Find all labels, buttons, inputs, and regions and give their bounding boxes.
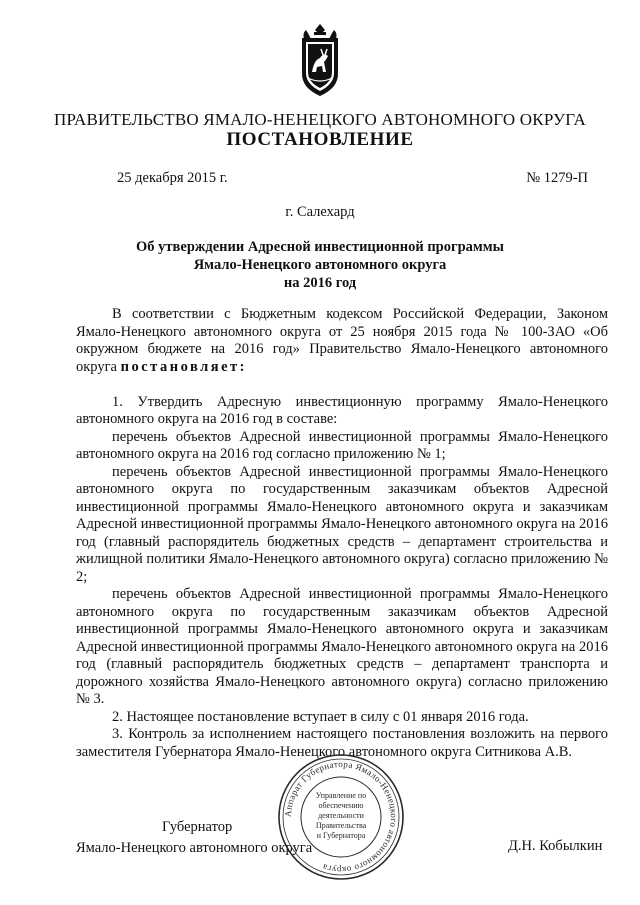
item-1-sub-2-paragraph: перечень объектов Адресной инвестиционной программы Ямало-Ненецкого автономного округа по государственным заказчикам объектов Адресной инвестиционной программы Ямало-Ненецкого автономного округа и заказчикам Адресной инвестиционной программы Ямало-Ненецкого автономного округа на 2016 год (главный распорядитель бюджетных средств – департамент строительства и жилищной политики Ямало-Ненецкого автономного округа) согласно приложению № 2; <box>76 463 608 585</box>
subject-line-2: Ямало-Ненецкого автономного округа <box>193 257 447 273</box>
seal-center-line-4: Правительства <box>315 821 367 830</box>
document-number: № 1279-П <box>526 170 588 186</box>
document-type-title: ПОСТАНОВЛЕНИЕ <box>226 129 414 150</box>
item-1-sub-3-paragraph: перечень объектов Адресной инвестиционной программы Ямало-Ненецкого автономного округа по государственным заказчикам объектов Адресной инвестиционной программы Ямало-Ненецкого автономного округа и заказчикам Адресной инвестиционной программы Ямало-Ненецкого автономного округа на 2016 год (главный распорядитель бюджетных средств – департамент транспорта и дорожного хозяйства Ямало-Ненецкого автономного округа) согласно приложению № 3. <box>76 586 608 707</box>
preamble-paragraph <box>76 306 608 376</box>
item-3-paragraph: 3. Контроль за исполнением настоящего постановления возложить на первого заместителя Губернатора Ямало-Ненецкого автономного округа Ситникова А.В. <box>76 726 608 760</box>
seal-center-line-5: и Губернатора <box>316 831 366 840</box>
resolves-word: постановляет: <box>120 358 247 375</box>
seal-center-line-3: деятельности <box>318 811 364 820</box>
seal-center-line-2: обеспечению <box>318 801 364 810</box>
signatory-name: Д.Н. Кобылкин <box>508 838 603 854</box>
item-1-paragraph: 1. Утвердить Адресную инвестиционную программу Ямало-Ненецкого автономного округа на 2016 год в составе: <box>76 393 608 427</box>
preamble-text: В соответствии с Бюджетным кодексом Российской Федерации, Законом Ямало-Ненецкого автономного округа от 25 ноября 2015 года № 100-ЗАО «Об окружном бюджете на 2016 год» Правительство Ямало-Ненецкого автономного округа <box>76 306 608 375</box>
official-seal-icon <box>276 752 406 882</box>
subject-line-3: на 2016 год <box>283 275 357 291</box>
document-date: 25 декабря 2015 г. <box>117 170 228 186</box>
document-subject <box>0 238 640 292</box>
seal-center-line-1: Управление по <box>315 791 367 800</box>
signatory-organization: Ямало-Ненецкого автономного округа <box>76 840 313 856</box>
item-2-paragraph: 2. Настоящее постановление вступает в силу с 01 января 2016 года. <box>112 708 529 725</box>
item-1-sub-1-paragraph: перечень объектов Адресной инвестиционной программы Ямало-Ненецкого автономного округа на 2016 год согласно приложению № 1; <box>76 428 608 462</box>
signatory-post: Губернатор <box>162 819 233 835</box>
seal-ring-text: Аппарат Губернатора Ямало-Ненецкого автономного округа <box>282 758 400 876</box>
subject-line-1: Об утверждении Адресной инвестиционной программы <box>136 239 504 255</box>
government-title: ПРАВИТЕЛЬСТВО ЯМАЛО-НЕНЕЦКОГО АВТОНОМНОГО ОКРУГА <box>54 110 586 129</box>
coat-of-arms-icon <box>296 22 344 98</box>
document-city: г. Салехард <box>285 204 355 220</box>
document-body <box>76 306 608 761</box>
